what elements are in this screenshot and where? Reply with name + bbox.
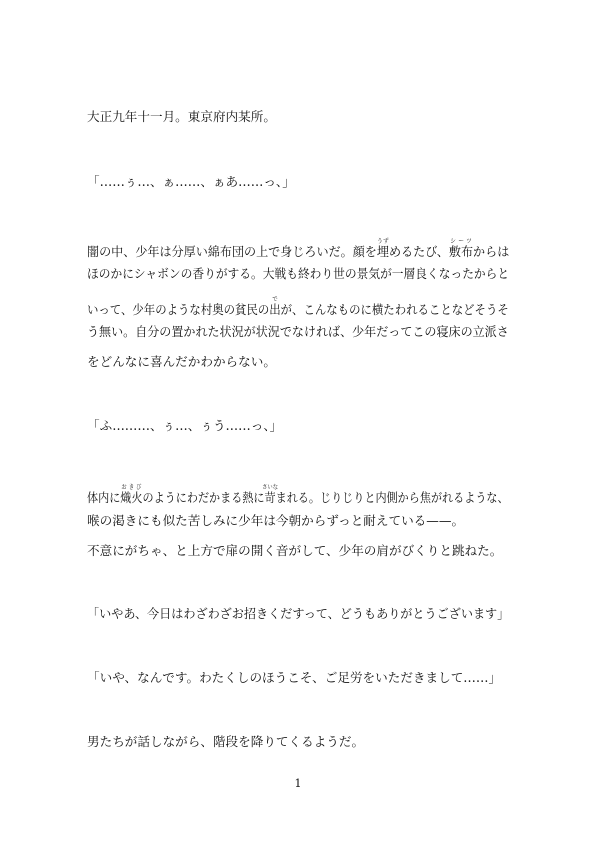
narration-line: 男たちが話しながら、階段を降りてくるようだ。 [87,734,365,749]
dialogue-line: 「……ぅ…、ぁ……、ぁあ……っ、」 [87,174,295,189]
narration-line: をどんなに喜んだかわからない。 [87,354,276,369]
dialogue-line: 「いやあ、今日はわざわざお招きくだすって、どうもありがとうございます」 [87,606,510,621]
narration-line: 体内に熾火おきびのようにわだかまる熱に苛さいなまれる。じりじりと内側から焦がれるような、 [87,484,509,505]
narration-line: う無い。自分の置かれた状況が状況でなければ、少年だってこの寝床の立派さ [87,324,509,339]
dialogue-line: 「ふ………、ぅ…、ぅう……っ、」 [87,418,283,433]
narration-line: 喉の渇きにも似た苦しみに少年は今朝からずっと耐えている——。 [87,513,465,528]
narration-line: 不意にがちゃ、と上方で扉の開く音がして、少年の肩がびくりと跳ねた。 [87,543,503,558]
dialogue-line: 「いや、なんです。わたくしのほうこそ、ご足労をいただきまして……」 [87,670,502,685]
narration-line: ほのかにシャボンの香りがする。大戦も終わり世の景気が一層良くなったからと [87,266,510,281]
narration-line: 大正九年十一月。東京府内某所。 [87,109,276,124]
narration-line: いって、少年のような村奥の貧民の出でが、こんなものに横たわれることなどそうそ [87,296,509,317]
page-number: 1 [294,777,302,790]
narration-line: 闇の中、少年は分厚い綿布団の上で身じろいだ。顔を埋うずめるたび、敷布シーツからは [87,238,510,259]
